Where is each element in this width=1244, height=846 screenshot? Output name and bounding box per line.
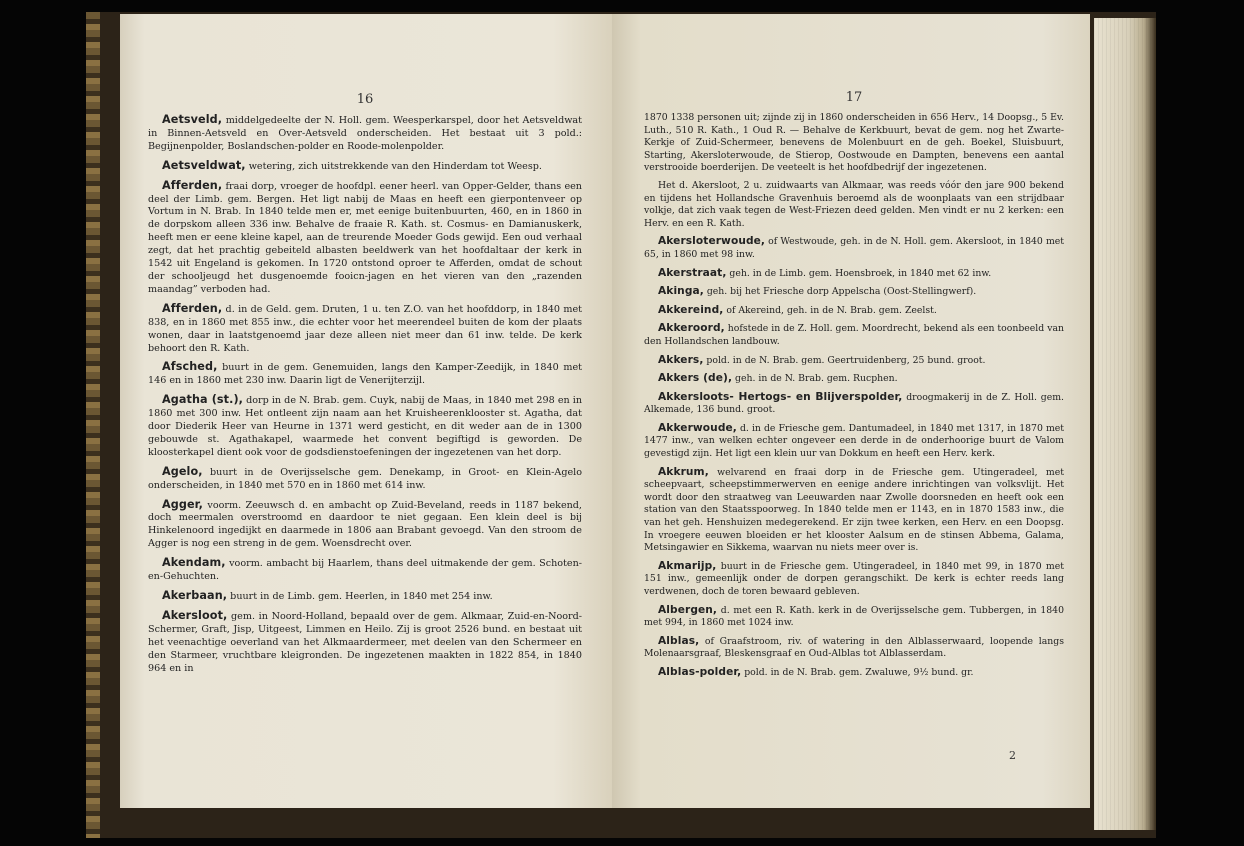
continued-paragraph: 1870 1338 personen uit; zijnde zij in 1860 onderscheiden in 656 Herv., 14 Doopsg., 5 Ev. Luth., 510 R. Kath., 1 Oud R. — Behalve de Kerkbuurt, bevat de gem. nog het Zwarte-Kerkje of Zuid-Schermeer, benevens de Molenbuurt en de geh. Boekel, Sluisbuurt, Starting, Akersloterwoude, de Stierop, Oostwoude en Dampten, benevens een aantal verstrooide boerderijen. De veeteelt is het hoofdbedrijf der ingezetenen. bbox=[644, 112, 1064, 174]
dictionary-entry bbox=[644, 466, 1064, 555]
entry-text: of Westwoude, geh. in de N. Holl. gem. Akersloot, in 1840 met 65, in 1860 met 98 inw. bbox=[644, 236, 1064, 260]
entry-text: voorm. Zeeuwsch d. en ambacht op Zuid-Beveland, reeds in 1187 bekend, doch meermalen overstroomd en daardoor te niet gegaan. Een klein deel is bij Hinkelenoord ingedijkt en daarmede in 1806 aan Brabant gevoegd. Van den stroom de Agger is nog een streng in de gem. Woensdrecht over. bbox=[148, 499, 582, 550]
dictionary-entry bbox=[644, 666, 1064, 680]
entry-headword: Akmarijp, bbox=[658, 559, 717, 572]
entry-text: welvarend en fraai dorp in de Friesche gem. Utingeradeel, met scheepvaart, scheepstimmerwerven en eenige andere inrichtingen van volksvlijt. Het wordt door den straatweg van Leeuwarden naar Zwolle doorsneden en heeft ook een station van den Staatsspoorweg. In 1840 telde men er 1143, en in 1870 1583 inw., die van het geh. Henshuizen medegerekend. Er zijn twee kerken, een Herv. en een Doopsg. In vroegere eeuwen bloeiden er het klooster Aalsum en de stinsen Abbema, Galama, Metsingawier en Sikkema, waarvan nu niets meer over is. bbox=[644, 466, 1064, 554]
entry-text: geh. in de Limb. gem. Hoensbroek, in 1840 met 62 inw. bbox=[726, 267, 992, 279]
dictionary-entry bbox=[644, 354, 1064, 368]
dictionary-entry bbox=[644, 285, 1064, 299]
entry-text: buurt in de gem. Genemuiden, langs den Kamper-Zeedijk, in 1840 met 146 en in 1860 met 230 inw. Daarin ligt de Venerijterzijl. bbox=[148, 362, 582, 387]
entry-text: of Akereind, geh. in de N. Brab. gem. Zeelst. bbox=[723, 304, 937, 316]
entry-headword: Akersloot, bbox=[162, 608, 228, 622]
dictionary-entry bbox=[148, 557, 582, 584]
entry-text: dorp in de N. Brab. gem. Cuyk, nabij de Maas, in 1840 met 298 en in 1860 met 300 inw. Het ontleent zijn naam aan het Kruisheerenklooster st. Agatha, dat door Diederik Heer van Heurne in 1371 werd gesticht, en dit weder aan de in 1300 gebouwde st. Agathakapel, waarmede het convent begiftigd is geworden. De kloosterkapel dient ook voor de godsdienstoefeningen der ingezetenen van het dorp. bbox=[148, 395, 582, 458]
dictionary-entry bbox=[148, 114, 582, 154]
entry-headword: Akinga, bbox=[658, 285, 704, 298]
dictionary-entry bbox=[148, 610, 582, 676]
dictionary-entry bbox=[148, 394, 582, 460]
dictionary-entry bbox=[644, 235, 1064, 261]
entry-headword: Alblas-polder, bbox=[658, 665, 742, 678]
signature-mark: 2 bbox=[1009, 749, 1016, 762]
entry-text: pold. in de N. Brab. gem. Zwaluwe, 9½ bund. gr. bbox=[741, 666, 974, 678]
entry-text: wetering, zich uitstrekkende van den Hinderdam tot Weesp. bbox=[245, 160, 542, 172]
right-page bbox=[612, 14, 1090, 808]
entry-headword: Afferden, bbox=[162, 178, 223, 192]
entry-text: geh. in de N. Brab. gem. Rucphen. bbox=[732, 373, 898, 385]
entry-headword: Afsched, bbox=[162, 360, 218, 374]
dictionary-entry bbox=[148, 180, 582, 297]
entry-headword: Akkers (de), bbox=[658, 372, 733, 385]
dictionary-entry bbox=[644, 267, 1064, 281]
dictionary-entry bbox=[148, 160, 582, 174]
entry-text: buurt in de Friesche gem. Utingeradeel, in 1840 met 99, in 1870 met 151 inw., gemeenlijk onder de dorpen gerangschikt. De kerk is echter reeds lang verdwenen, doch de toren bewaard gebleven. bbox=[644, 560, 1064, 597]
entry-headword: Agatha (st.), bbox=[162, 393, 244, 407]
page-number: 16 bbox=[356, 92, 374, 107]
entry-text: hofstede in de Z. Holl. gem. Moordrecht, bekend als een toonbeeld van den Hollandschen landbouw. bbox=[644, 323, 1064, 347]
dictionary-entry bbox=[644, 635, 1064, 661]
entry-text: droogmakerij in de Z. Holl. gem. Alkemade, 136 bund. groot. bbox=[644, 391, 1064, 416]
entry-text: of Graafstroom, riv. of watering in den Alblasserwaard, loopende langs Molenaarsgraaf, Bleskensgraaf en Oud-Alblas tot Alblasserdam. bbox=[644, 635, 1064, 660]
entry-list bbox=[148, 114, 582, 675]
book-page-edges bbox=[1094, 18, 1156, 830]
dictionary-entry bbox=[148, 590, 582, 604]
entry-headword: Akendam, bbox=[162, 556, 226, 570]
entry-headword: Akersloterwoude, bbox=[658, 235, 766, 248]
entry-headword: Agelo, bbox=[162, 464, 203, 478]
entry-headword: Akkerwoude, bbox=[658, 421, 737, 434]
entry-headword: Afferden, bbox=[162, 301, 223, 315]
page-number: 17 bbox=[845, 90, 863, 105]
entry-headword: Akkersloots- Hertogs- en Blijverspolder, bbox=[658, 390, 903, 403]
dictionary-entry bbox=[644, 604, 1064, 630]
entry-list bbox=[644, 235, 1064, 679]
entry-headword: Akkrum, bbox=[658, 465, 709, 478]
entry-text: voorm. ambacht bij Haarlem, thans deel uitmakende der gem. Schoten-en-Gehuchten. bbox=[148, 558, 582, 583]
left-page bbox=[120, 14, 612, 808]
entry-headword: Akkereind, bbox=[658, 303, 724, 316]
entry-headword: Albergen, bbox=[658, 603, 718, 616]
entry-headword: Akkers, bbox=[658, 353, 704, 366]
entry-text: fraai dorp, vroeger de hoofdpl. eener heerl. van Opper-Gelder, thans een deel der Limb. gem. Bergen. Het ligt nabij de Maas en heeft een gierpontenveer op Vortum in N. Brab. In 1840 telde men er, met eenige buitenbuurten, 460, en in 1860 in de dorpskom alleen 336 inw. Behalve de fraaie R. Kath. st. Cosmus- en Damianuskerk, heeft men er eene kleine kapel, aan de treurende Moeder Gods gewijd. Een oud verhaal zegt, dat het prachtig gebeiteld albasten beeldwerk van het hoofdaltaar der kerk in 1542 uit Engeland is gekomen. In 1720 ontstond oproer te Afferden, omdat de schout der schooljeugd het dusgenoemde fooicn-jagen en het vieren van den „razenden maandag” verboden had. bbox=[148, 180, 582, 295]
dictionary-entry bbox=[148, 499, 582, 552]
dictionary-entry bbox=[148, 361, 582, 388]
entry-text: geh. bij het Friesche dorp Appelscha (Oost-Stellingwerf). bbox=[703, 286, 977, 298]
dictionary-entry bbox=[644, 391, 1064, 417]
entry-headword: Alblas, bbox=[658, 634, 700, 647]
entry-text: buurt in de Overijsselsche gem. Denekamp, in Groot- en Klein-Agelo onderscheiden, in 1840 met 570 en in 1860 met 614 inw. bbox=[148, 466, 582, 491]
entry-headword: Akerbaan, bbox=[162, 589, 228, 602]
entry-headword: Akkeroord, bbox=[658, 322, 725, 335]
entry-headword: Aetsveld, bbox=[162, 113, 223, 126]
entry-text: pold. in de N. Brab. gem. Geertruidenberg, 25 bund. groot. bbox=[703, 354, 986, 366]
dictionary-entry bbox=[644, 304, 1064, 318]
continued-paragraph: Het d. Akersloot, 2 u. zuidwaarts van Alkmaar, was reeds vóór den jare 900 bekend en tijdens het Hollandsche Gravenhuis beroemd als de woonplaats van een strijdbaar volkje, dat zich vaak tegen de West-Friezen deed gelden. Men vindt er nu 2 kerken: een Herv. en een R. Kath. bbox=[644, 179, 1064, 229]
entry-text: d. met een R. Kath. kerk in de Overijsselsche gem. Tubbergen, in 1840 met 994, in 1860 met 1024 inw. bbox=[644, 604, 1064, 629]
dictionary-entry bbox=[644, 560, 1064, 599]
dictionary-entry bbox=[148, 466, 582, 493]
entry-text: middelgedeelte der N. Holl. gem. Weesperkarspel, door het Aetsveldwat in Binnen-Aetsveld en Over-Aetsveld onderscheiden. Het bestaat uit 3 pold.: Begijnenpolder, Boslandschen-polder en Roode-molenpolder. bbox=[148, 115, 582, 152]
entry-text: d. in de Friesche gem. Dantumadeel, in 1840 met 1317, in 1870 met 1477 inw., van welken echter ongeveer een derde in de onderhoorige buurt de Valom gevestigd zijn. Het ligt een klein uur van Dokkum en heeft een Herv. kerk. bbox=[644, 422, 1064, 460]
entry-text: gem. in Noord-Holland, bepaald over de gem. Alkmaar, Zuid-en-Noord-Schermer, Graft, Jisp, Uitgeest, Limmen en Heilo. Zij is groot 2526 bund. en bestaat uit het veenachtige oeverland van het Alkmaardermeer, met deelen van den Schermeer en den Starmeer, vruchtbare kleigronden. De ingezetenen maakten in 1822 854, in 1840 964 en in bbox=[148, 610, 582, 674]
book-spine-edge bbox=[86, 12, 100, 838]
entry-headword: Agger, bbox=[162, 497, 203, 511]
entry-text: d. in de Geld. gem. Druten, 1 u. ten Z.O. van het hoofddorp, in 1840 met 838, en in 1860 met 855 inw., die echter voor het meerendeel buiten de kom der plaats wonen, daar in laatstgenoemd jaar deze alleen niet meer dan 61 inw. telde. De kerk behoort den R. Kath. bbox=[148, 303, 582, 354]
dictionary-entry bbox=[644, 422, 1064, 461]
entry-headword: Akerstraat, bbox=[658, 266, 727, 279]
dictionary-entry bbox=[644, 322, 1064, 348]
dictionary-entry bbox=[644, 372, 1064, 386]
entry-text: buurt in de Limb. gem. Heerlen, in 1840 met 254 inw. bbox=[227, 591, 493, 602]
dictionary-entry bbox=[148, 303, 582, 356]
entry-headword: Aetsveldwat, bbox=[162, 158, 246, 172]
